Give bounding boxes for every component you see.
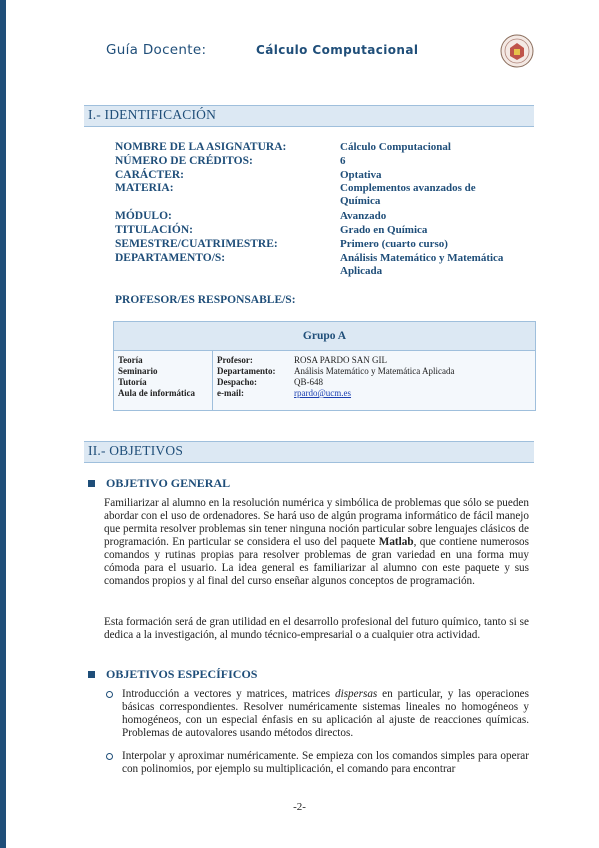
field-label: e-mail:	[217, 388, 244, 398]
group-a-box	[113, 321, 536, 411]
activity-label: Seminario	[118, 366, 158, 376]
item-emphasis: dispersas	[335, 688, 378, 700]
department-value: Análisis Matemático y Matemática Aplicada	[294, 366, 455, 376]
section-objetivos-title: II.- OBJETIVOS	[88, 443, 184, 458]
id-label: MÓDULO:	[115, 210, 172, 222]
header-title: Guía Docente:	[106, 42, 207, 58]
section-identificacion-title: I.- IDENTIFICACIÓN	[88, 107, 217, 122]
id-value: Primero (cuarto curso)	[340, 238, 448, 250]
email-container	[294, 388, 351, 399]
item-text: Introducción a vectores y matrices, matrices	[122, 688, 335, 700]
objetivo-general-paragraph-2: Esta formación será de gran utilidad en el desarrollo profesional del futuro químico, tanto si se dedica a la investigación, al mundo técnico-empresarial o a cualquier otra actividad.	[104, 616, 529, 641]
page-header	[90, 18, 538, 70]
circle-bullet-icon	[106, 691, 113, 698]
header-course-name: Cálculo Computacional	[256, 43, 419, 57]
id-label: NOMBRE DE LA ASIGNATURA:	[115, 141, 287, 153]
field-label: Profesor:	[217, 355, 253, 365]
office-value: QB-648	[294, 377, 323, 387]
university-seal-icon	[500, 34, 534, 68]
item-text: en particular, y las operaciones básicas correspondientes. Resolver numéricamente sistemas lineales no homogéneos y homogéneos, con un especial énfasis en su aplicación al ajuste de reacciones químicas. Problemas de autovalores usando métodos directos.	[122, 688, 530, 739]
group-divider	[212, 350, 213, 410]
id-value: Análisis Matemático y Matemática Aplicada	[340, 252, 504, 277]
id-value: Complementos avanzados de Química	[340, 182, 476, 207]
activity-label: Teoría	[118, 355, 143, 365]
field-label: Despacho:	[217, 377, 257, 387]
objetivo-general-paragraph	[104, 497, 529, 588]
square-bullet-icon	[88, 671, 95, 678]
profesores-title: PROFESOR/ES RESPONSABLE/S:	[115, 294, 296, 306]
id-label: NÚMERO DE CRÉDITOS:	[115, 155, 253, 167]
section-objetivos-header	[84, 441, 534, 463]
group-a-title: Grupo A	[302, 330, 347, 342]
field-label: Departamento:	[217, 366, 276, 376]
id-label: DEPARTAMENTO/S:	[115, 252, 226, 264]
id-label: TITULACIÓN:	[115, 224, 193, 236]
professor-name: ROSA PARDO SAN GIL	[294, 355, 387, 365]
activity-label: Tutoría	[118, 377, 147, 387]
id-value: Grado en Química	[340, 224, 428, 236]
id-value: Cálculo Computacional	[340, 141, 451, 153]
id-value: Optativa	[340, 169, 382, 181]
page-number: -2-	[293, 801, 306, 813]
id-label: SEMESTRE/CUATRIMESTRE:	[115, 238, 278, 250]
square-bullet-icon	[88, 480, 95, 487]
activity-label: Aula de informática	[118, 388, 195, 398]
objetivo-general-title: OBJETIVO GENERAL	[106, 476, 231, 490]
matlab-bold-text: Matlab	[378, 536, 414, 548]
objetivos-especificos-title: OBJETIVOS ESPECÍFICOS	[106, 667, 258, 681]
id-label: MATERIA:	[115, 182, 174, 194]
group-a-header	[114, 322, 535, 351]
paragraph-text: Familiarizar al alumno en la resolución numérica y simbólica de problemas que sólo se pueden abordar con el uso de ordenadores. Se hará uso de algún programa informático de fácil manejo que permita resolver problemas sin tener ninguna noción particular sobre lenguajes clásicos de programación. En particular se considera el uso del paquete	[104, 497, 529, 548]
objetivo-especifico-item: Interpolar y aproximar numéricamente. Se empieza con los comandos simples para operar con polinomios, por ejemplo su multiplicación, el comando para encontrar	[122, 750, 529, 775]
left-accent-bar	[0, 0, 6, 848]
circle-bullet-icon	[106, 753, 113, 760]
paragraph-text: , que contiene numerosos comandos y rutinas propias para resolver problemas de gran variedad en una forma muy cómoda para el usuario. La idea general es familiarizar al alumno con este paquete y sus comandos propios y al final del curso enseñar algunos conceptos de programación.	[104, 536, 529, 587]
id-label: CARÁCTER:	[115, 169, 184, 181]
id-value: Avanzado	[340, 210, 387, 222]
id-value: 6	[340, 155, 346, 167]
section-identificacion-header	[84, 105, 534, 127]
email-link[interactable]: rpardo@ucm.es	[294, 388, 352, 398]
objetivo-especifico-item	[122, 688, 529, 740]
